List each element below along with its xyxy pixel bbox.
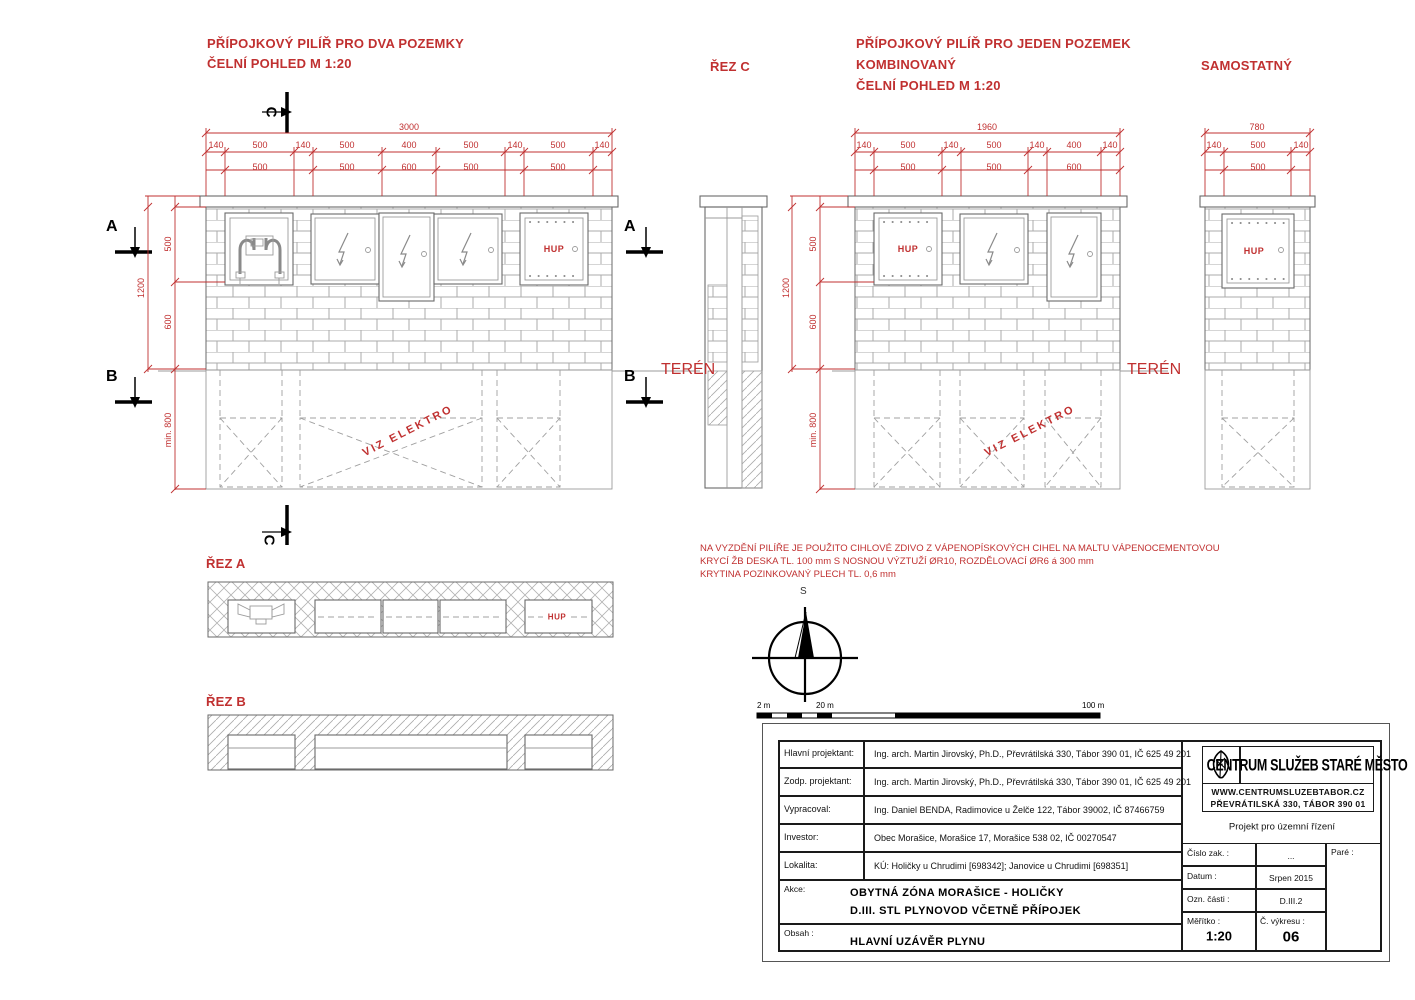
tb-meritko-label: Měřítko : <box>1187 916 1221 926</box>
tb-akce-line1: OBYTNÁ ZÓNA MORAŠICE - HOLIČKY <box>850 887 1064 899</box>
dim-label: 140 <box>594 140 610 150</box>
title-two-plots-line2: ČELNÍ POHLED M 1:20 <box>207 56 352 71</box>
dim-label: 500 <box>463 140 479 150</box>
dim-label: 1960 <box>976 122 998 132</box>
tb-akce-label: Akce: <box>784 884 806 894</box>
scale-label: 2 m <box>757 701 771 710</box>
section-letter-a: A <box>624 218 636 235</box>
tb-ozn-value: D.III.2 <box>1279 896 1303 906</box>
tb-company-address: PŘEVRÁTILSKÁ 330, TÁBOR 390 01 <box>1210 799 1366 809</box>
note-line: KRYCÍ ŽB DESKA TL. 100 mm S NOSNOU VÝZTUŽÍ ØR10, ROZDĚLOVACÍ ØR6 á 300 mm <box>700 556 1094 567</box>
dim-label: 500 <box>986 140 1002 150</box>
scale-label: 100 m <box>1082 701 1105 710</box>
dim-label: 500 <box>900 162 916 172</box>
tb-datum-label: Datum : <box>1187 871 1217 881</box>
tb-row-value: Ing. Daniel BENDA, Radimovice u Želče 122, Tábor 39002, IČ 87466759 <box>874 805 1165 815</box>
tb-row-label: Hlavní projektant: <box>784 748 855 758</box>
teren-label: TERÉN <box>661 361 716 378</box>
tb-vykres-label: Č. výkresu : <box>1260 916 1305 926</box>
tb-pare-cell <box>1326 843 1382 952</box>
dim-label: 600 <box>1066 162 1082 172</box>
note-line: NA VYZDĚNÍ PILÍŘE JE POUŽITO CIHLOVÉ ZDIVO Z VÁPENOPÍSKOVÝCH CIHEL NA MALTU VÁPENOCEMENTOVOU <box>700 543 1220 554</box>
north-arrow <box>752 607 858 702</box>
dim-label: 1200 <box>781 277 791 299</box>
label-rez-a: ŘEZ A <box>206 556 246 571</box>
tb-row-value: KÚ: Holičky u Chrudimi [698342]; Janovice u Chrudimi [698351] <box>874 861 1129 871</box>
section-letter-a: A <box>106 218 118 235</box>
dim-label: 500 <box>163 236 173 252</box>
hup-label: HUP <box>543 244 565 254</box>
elevation-two-plots <box>158 196 700 489</box>
dim-label: 500 <box>900 140 916 150</box>
north-label: S <box>800 586 807 597</box>
tb-tagline: Projekt pro územní řízení <box>1228 821 1336 833</box>
dim-label: 140 <box>1029 140 1045 150</box>
tb-row-value: Ing. arch. Martin Jirovský, Ph.D., Převrátilská 330, Tábor 390 01, IČ 625 49 201 <box>874 749 1191 759</box>
dim-label: 500 <box>339 162 355 172</box>
hup-label: HUP <box>547 612 567 622</box>
tb-row-label: Vypracoval: <box>784 804 831 814</box>
dim-label: 140 <box>208 140 224 150</box>
dim-label: 140 <box>1102 140 1118 150</box>
dim-label: 140 <box>295 140 311 150</box>
tb-row-label: Investor: <box>784 832 819 842</box>
scale-label: 20 m <box>816 701 834 710</box>
teren-label: TERÉN <box>1127 361 1182 378</box>
dim-label: 400 <box>1066 140 1082 150</box>
dim-label: 500 <box>550 162 566 172</box>
dim-label: 140 <box>856 140 872 150</box>
title-two-plots-line1: PŘÍPOJKOVÝ PILÍŘ PRO DVA POZEMKY <box>207 36 465 51</box>
dim-label: 500 <box>1250 162 1266 172</box>
dim-label: 3000 <box>398 122 420 132</box>
section-letter-c: C <box>260 534 278 546</box>
dim-label: min. 800 <box>808 412 818 448</box>
dim-label: min. 800 <box>163 412 173 448</box>
dim-label: 140 <box>943 140 959 150</box>
tb-pare-label: Paré : <box>1331 847 1354 857</box>
dim-label: 780 <box>1249 122 1265 132</box>
dim-label: 400 <box>401 140 417 150</box>
tb-obsah-label: Obsah : <box>784 928 814 938</box>
tb-cislo-value: ... <box>1287 851 1295 861</box>
tb-row-label: Lokalita: <box>784 860 818 870</box>
section-letter-b: B <box>624 368 636 385</box>
elevation-standalone <box>1200 196 1315 489</box>
title-one-plot-line3: ČELNÍ POHLED M 1:20 <box>856 78 1001 93</box>
dim-label: 500 <box>550 140 566 150</box>
viz-elektro-label: VIZ ELEKTRO <box>982 402 1078 460</box>
dim-label: 500 <box>252 140 268 150</box>
section-letter-c: C <box>262 106 280 118</box>
title-standalone: SAMOSTATNÝ <box>1201 58 1293 73</box>
section-c-drawing <box>700 196 767 488</box>
hup-label: HUP <box>1243 246 1265 256</box>
tb-cislo-label: Číslo zak. : <box>1187 848 1230 858</box>
dim-label: 140 <box>507 140 523 150</box>
dim-label: 500 <box>808 236 818 252</box>
tb-ozn-label: Ozn. části : <box>1187 894 1230 904</box>
label-rez-b: ŘEZ B <box>206 694 246 709</box>
viz-elektro-label: VIZ ELEKTRO <box>360 402 456 460</box>
dim-label: 140 <box>1293 140 1309 150</box>
tb-company-web: WWW.CENTRUMSLUZEBTABOR.CZ <box>1211 787 1365 797</box>
tb-company-name: CENTRUM SLUŽEB STARÉ MĚSTO <box>1206 755 1408 775</box>
dim-label: 500 <box>986 162 1002 172</box>
tb-obsah-value: HLAVNÍ UZÁVĚR PLYNU <box>850 936 986 948</box>
section-letter-b: B <box>106 368 118 385</box>
dim-label: 500 <box>463 162 479 172</box>
tb-row-value: Obec Morašice, Morašice 17, Morašice 538 02, IČ 00270547 <box>874 833 1117 843</box>
scale-bar <box>757 713 1100 718</box>
section-b-drawing <box>208 715 613 770</box>
label-rez-c: ŘEZ C <box>710 59 750 74</box>
tb-row-value: Ing. arch. Martin Jirovský, Ph.D., Převrátilská 330, Tábor 390 01, IČ 625 49 201 <box>874 777 1191 787</box>
tb-meritko-value: 1:20 <box>1205 928 1233 944</box>
tb-akce-line2: D.III. STL PLYNOVOD VČETNĚ PŘÍPOJEK <box>850 905 1081 917</box>
title-one-plot-line2: KOMBINOVANÝ <box>856 57 957 72</box>
dim-label: 600 <box>401 162 417 172</box>
dim-label: 600 <box>163 314 173 330</box>
tb-row-label: Zodp. projektant: <box>784 776 852 786</box>
section-a-drawing <box>208 582 613 637</box>
dim-label: 1200 <box>136 277 146 299</box>
title-one-plot-line1: PŘÍPOJKOVÝ PILÍŘ PRO JEDEN POZEMEK <box>856 36 1131 51</box>
dim-label: 140 <box>1206 140 1222 150</box>
dim-label: 500 <box>252 162 268 172</box>
tb-vykres-value: 06 <box>1282 928 1300 946</box>
dim-label: 500 <box>1250 140 1266 150</box>
dim-label: 500 <box>339 140 355 150</box>
tb-datum-value: Srpen 2015 <box>1269 873 1313 883</box>
note-line: KRYTINA POZINKOVANÝ PLECH TL. 0,6 mm <box>700 569 896 580</box>
dim-label: 600 <box>808 314 818 330</box>
hup-label: HUP <box>897 244 919 254</box>
